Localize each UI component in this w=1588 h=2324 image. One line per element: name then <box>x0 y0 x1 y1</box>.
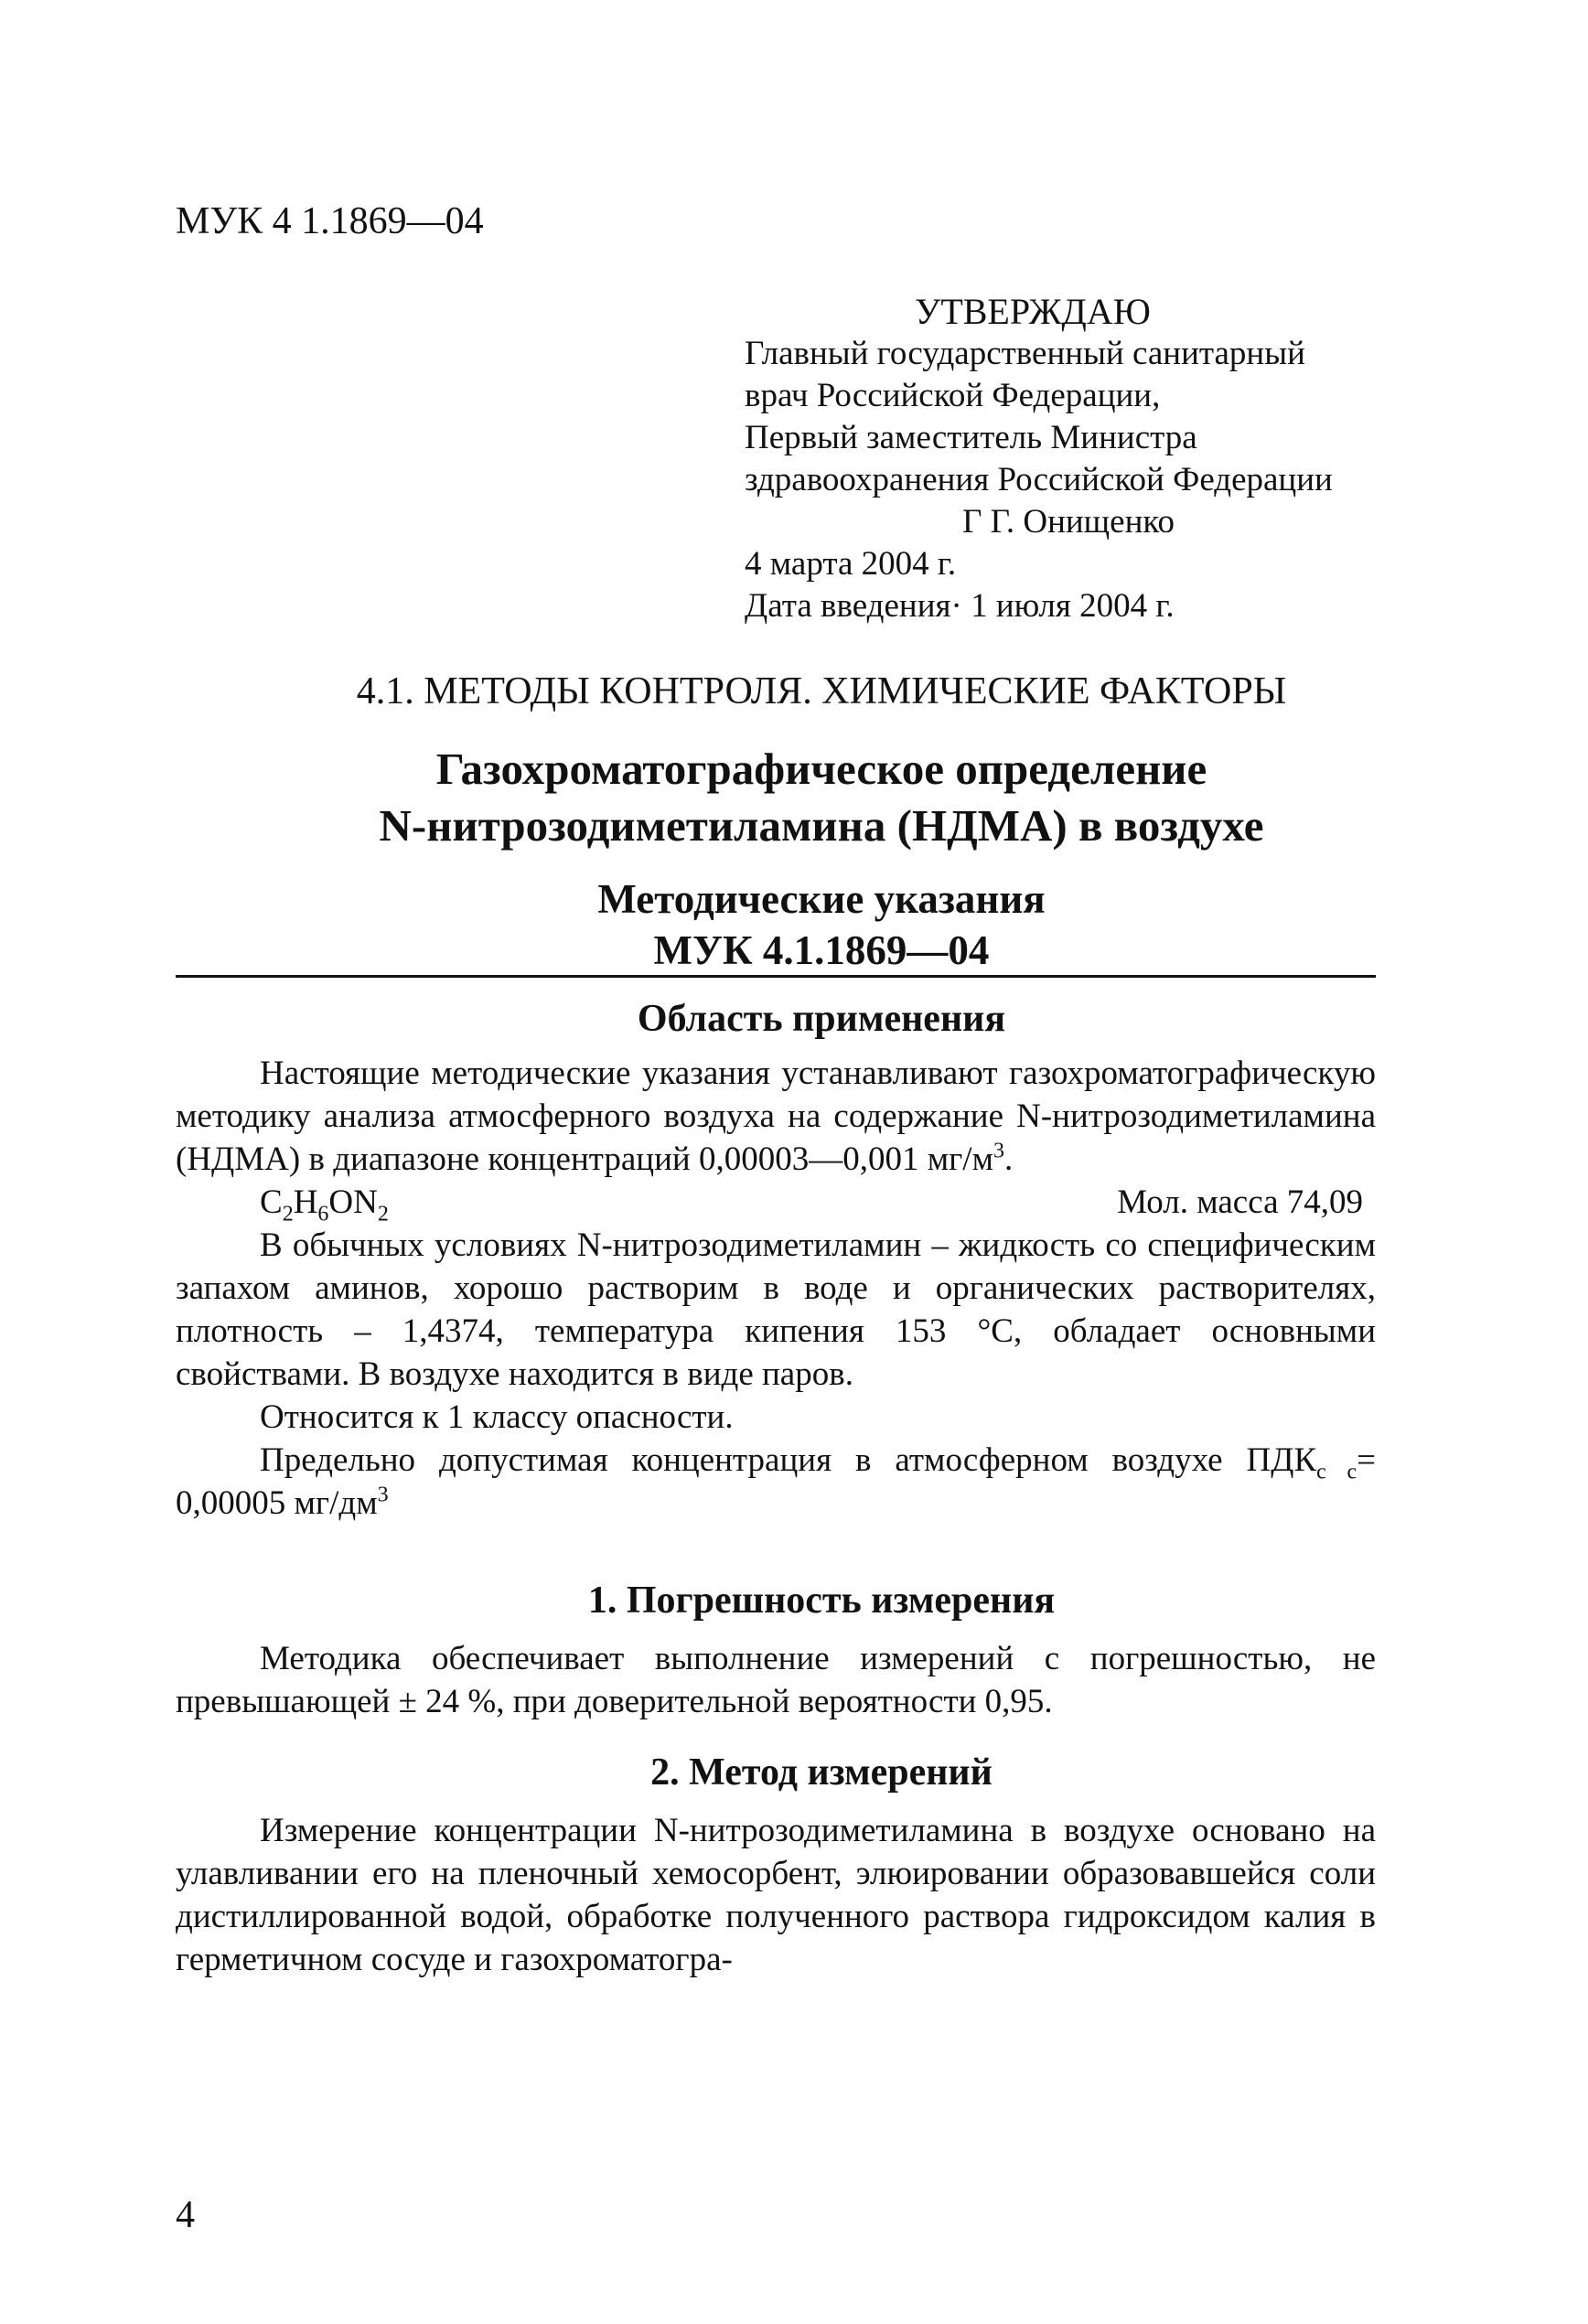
section1-heading: 1. Погрешность измерения <box>587 1580 1056 1622</box>
pdk-value: = 0,00005 мг/дм <box>176 1441 1376 1522</box>
hazard-class-paragraph: Относится к 1 классу опасности. <box>260 1398 734 1436</box>
pdk-paragraph <box>176 1439 1376 1525</box>
properties-paragraph: В обычных условиях N-нитрозодиметиламин – жидкость со специфическим запахом аминов, хорошо растворим в воде и органических растворителях, плотность – 1,4374, температура кипения 153 °С, обладает основными свойствами. В воздухе находится в виде паров. <box>176 1226 1376 1393</box>
section1-paragraph: Методика обеспечивает выполнение измерений с погрешностью, не превышающей ± 24 %, при доверительной вероятности 0,95. <box>176 1640 1376 1720</box>
approval-line: Первый заместитель Министра <box>745 419 1197 456</box>
molecular-mass: Мол. масса 74,09 <box>1117 1183 1363 1221</box>
section1-body <box>176 1637 1376 1723</box>
approval-signer: Г Г. Онищенко <box>962 503 1175 541</box>
approval-line: здравоохранения Российской Федерации <box>745 461 1333 498</box>
formula-subscript: 2 <box>282 1202 294 1226</box>
category-heading: 4.1. МЕТОДЫ КОНТРОЛЯ. ХИМИЧЕСКИЕ ФАКТОРЫ <box>356 670 1287 712</box>
scope-body <box>176 1052 1376 1525</box>
punctuation: . <box>1004 1141 1014 1178</box>
divider-rule <box>176 975 1376 978</box>
formula-part: C <box>260 1183 283 1221</box>
document-title <box>0 741 1588 854</box>
formula-subscript: 2 <box>377 1202 389 1226</box>
approval-title: УТВЕРЖДАЮ <box>915 291 1151 332</box>
document-code: МУК 4 1.1869—04 <box>176 200 484 242</box>
subtitle-line-2: МУК 4.1.1869—04 <box>653 927 990 973</box>
title-line-2: N-нитрозодиметиламина (НДМА) в воздухе <box>379 800 1264 851</box>
formula-row <box>176 1181 1376 1224</box>
effective-date: Дата введения· 1 июля 2004 г. <box>745 587 1175 625</box>
pdk-subscript: с с <box>1316 1460 1357 1484</box>
superscript: 3 <box>377 1483 389 1507</box>
superscript: 3 <box>993 1139 1004 1163</box>
title-line-1: Газохроматографическое определение <box>435 744 1207 794</box>
formula-part: ON <box>328 1183 378 1221</box>
approval-line: Главный государственный санитарный <box>745 335 1305 372</box>
section2-body <box>176 1809 1376 1981</box>
approval-block <box>745 291 1333 627</box>
chemical-formula <box>260 1181 389 1224</box>
approval-date: 4 марта 2004 г. <box>745 545 957 583</box>
pdk-text: Предельно допустимая концентрация в атмосферном воздухе ПДК <box>260 1441 1317 1479</box>
section2-heading: 2. Метод измерений <box>650 1751 992 1794</box>
formula-part: H <box>293 1183 318 1221</box>
formula-subscript: 6 <box>317 1202 329 1226</box>
section2-paragraph: Измерение концентрации N-нитрозодиметиламина в воздухе основано на улавливании его на пленочный хемосорбент, элюировании образовавшейся соли дистиллированной водой, обработке полученного раствора гидроксидом калия в герметичном сосуде и газохроматогра- <box>176 1812 1376 1978</box>
page-number: 4 <box>176 2194 195 2236</box>
document-subtitle <box>0 873 1588 976</box>
approval-line: врач Российской Федерации, <box>745 377 1161 414</box>
scope-text: Настоящие методические указания устанавливают газохроматографическую методику анализа атмосферного воздуха на содержание N-нитрозодиметиламина (НДМА) в диапазоне концентраций 0,00003—0,001 мг/м <box>176 1055 1376 1178</box>
subtitle-line-1: Методические указания <box>597 876 1046 922</box>
scope-heading: Область применения <box>637 998 1006 1040</box>
scope-paragraph <box>176 1052 1376 1181</box>
